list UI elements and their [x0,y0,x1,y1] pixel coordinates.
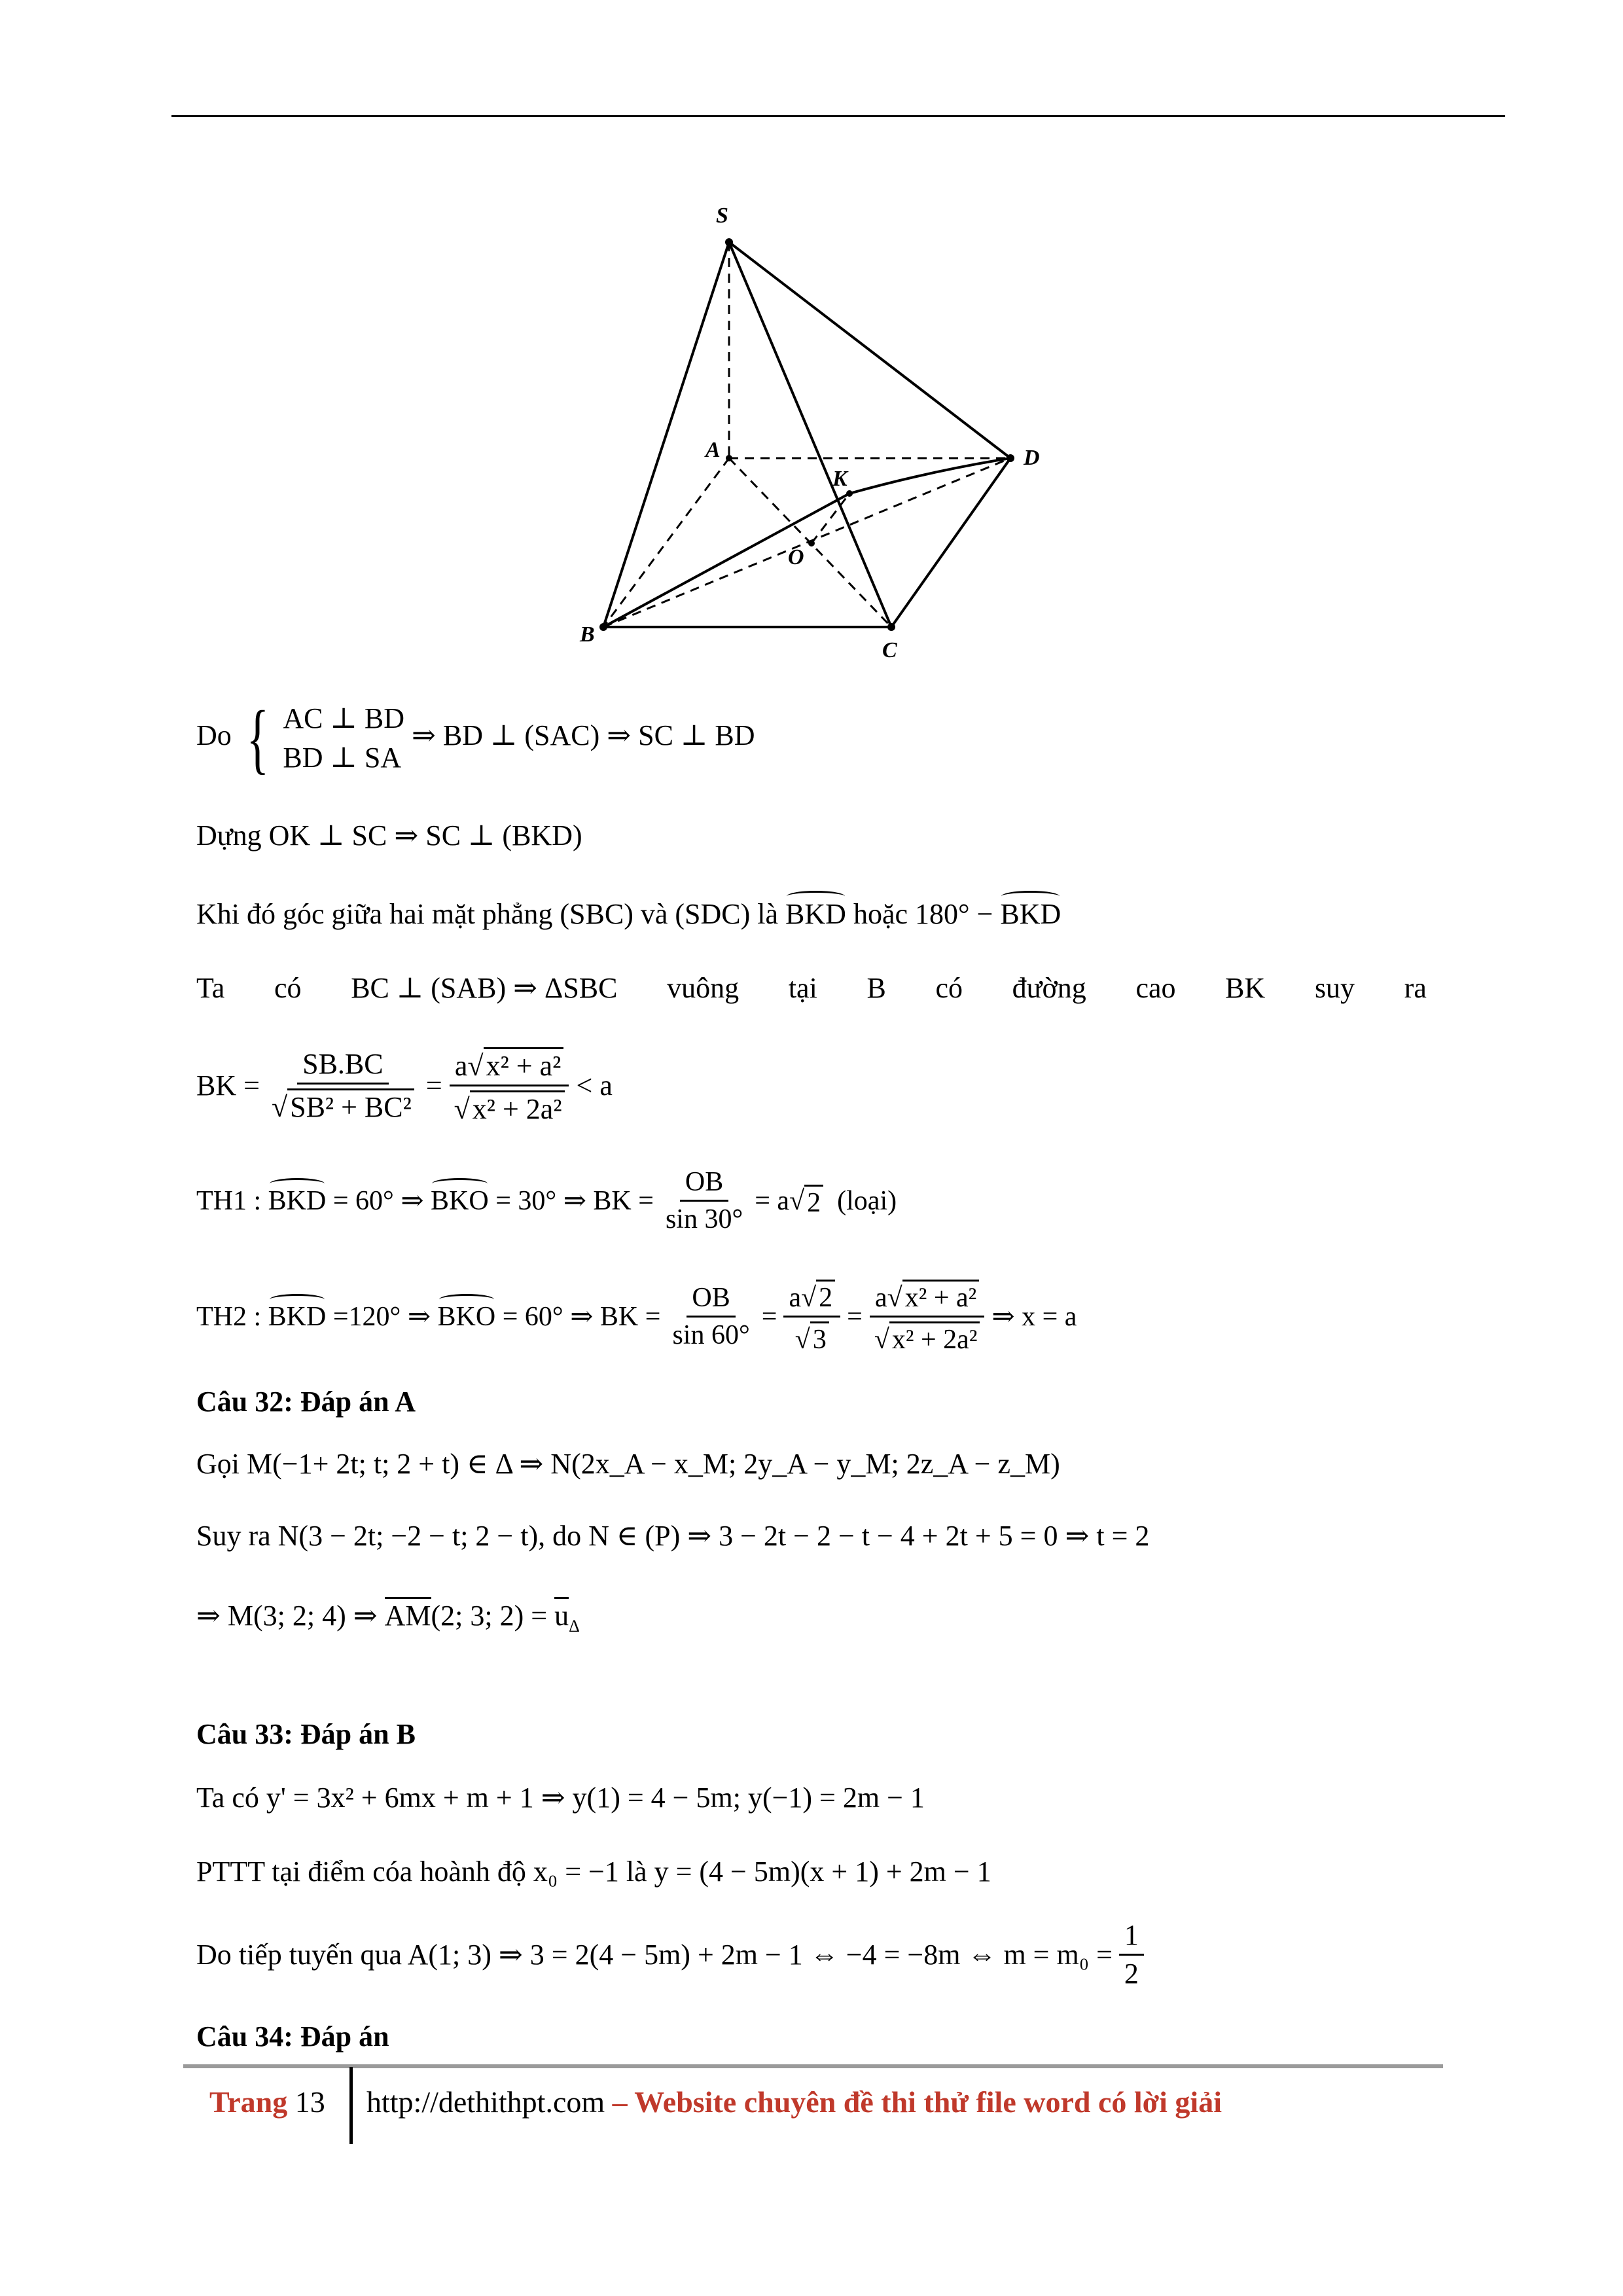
ta-co-line: Ta có BC ⊥ (SAB) ⇒ ΔSBC vuông tại B có đường cao BK suy ra [196,972,1427,1004]
edge-SD [729,242,1010,458]
point-S [725,238,733,246]
footer-url[interactable]: http://dethithpt.com [366,2085,605,2119]
top-rule [171,115,1505,117]
arc-bkd-2: BKD [1000,898,1061,930]
cau32-line1: Gọi M(−1+ 2t; t; 2 + t) ∈ Δ ⇒ N(2x_A − x_M; 2y_A − y_M; 2z_A − z_M) [196,1448,1060,1480]
do-row-2: BD ⊥ SA [283,742,402,774]
footer-rule [183,2064,1443,2068]
label-D: D [1024,446,1040,470]
do-row-1: AC ⊥ BD [283,702,405,734]
page-number: Trang 13 [209,2085,325,2119]
cau33-heading: Câu 33: Đáp án B [196,1718,416,1750]
point-B [599,623,607,631]
label-C: C [882,638,897,662]
cau34-heading: Câu 34: Đáp án [196,2020,389,2053]
th2-line: TH2 : BKD =120° ⇒ BKO = 60° ⇒ BK = $\frac{OB}{\sin 60^\circ}$ = a√ 2 √ 3 = a√ x² + a² √ x² + 2a² ⇒ x = a [196,1280,1077,1354]
label-O: O [788,545,804,569]
footer-separator [349,2067,353,2144]
cau33-line3: Do tiếp tuyến qua A(1; 3) ⇒ 3 = 2(4 − 5m) + 2m − 1 ⇔ −4 = −8m ⇔ m = m₀ = $\frac{1}{2}$ [196,1921,1150,1988]
cau33-line1: Ta có y' = 3x² + 6mx + m + 1 ⇒ y(1) = 4 − 5m; y(−1) = 2m − 1 [196,1782,925,1814]
footer-website [366,2085,1222,2119]
edge-KD [849,458,1010,493]
label-K: K [832,467,847,491]
th1-line: TH1 : BKD = 60° ⇒ BKO = 30° ⇒ BK = $\frac{OB}{\sin 30^\circ}$ = a √ 2 (loại) [196,1168,897,1233]
label-B: B [580,622,595,647]
footer-slogan: – Website chuyên đề thi thử file word có lời giải [612,2085,1222,2119]
cau32-line2: Suy ra N(3 − 2t; −2 − t; 2 − t), do N ∈ (P) ⇒ 3 − 2t − 2 − t − 4 + 2t + 5 = 0 ⇒ t = 2 [196,1520,1150,1552]
edge-OK [812,493,849,543]
khi-do-line: Khi đó góc giữa hai mặt phẳng (SBC) và (SDC) là BKD hoặc 180° − BKD [196,898,1061,930]
point-C [887,623,895,631]
arc-bkd: BKD [785,898,846,930]
cau32-line3: ⇒ M(3; 2; 4) ⇒ AM(2; 3; $2) = u_\Delta$ [196,1597,580,1635]
point-O [808,540,815,547]
cau32-heading: Câu 32: Đáp án A [196,1386,416,1418]
point-K [846,490,853,497]
label-S: S [716,204,728,228]
cau33-line2: PTTT tại điểm cóa hoành độ x₀ = −1 là y = (4 − 5m)(x + 1) + 2m − 1 [196,1856,991,1888]
edge-SC [729,242,891,627]
do-line: Do { AC ⊥ BD BD ⊥ SA ⇒ BD ⊥ (SAC) ⇒ SC ⊥ BD [196,694,755,781]
label-A: A [705,438,721,462]
bk-formula: BK = SB.BC √ SB² + BC² = a√ x² + a² √ x² + 2a² < a [196,1047,613,1124]
point-D [1007,454,1014,462]
edge-CD [891,458,1010,627]
dung-line: Dựng OK ⊥ SC ⇒ SC ⊥ (BKD) [196,819,582,852]
point-A [726,455,732,461]
pyramid-figure [563,190,1086,674]
